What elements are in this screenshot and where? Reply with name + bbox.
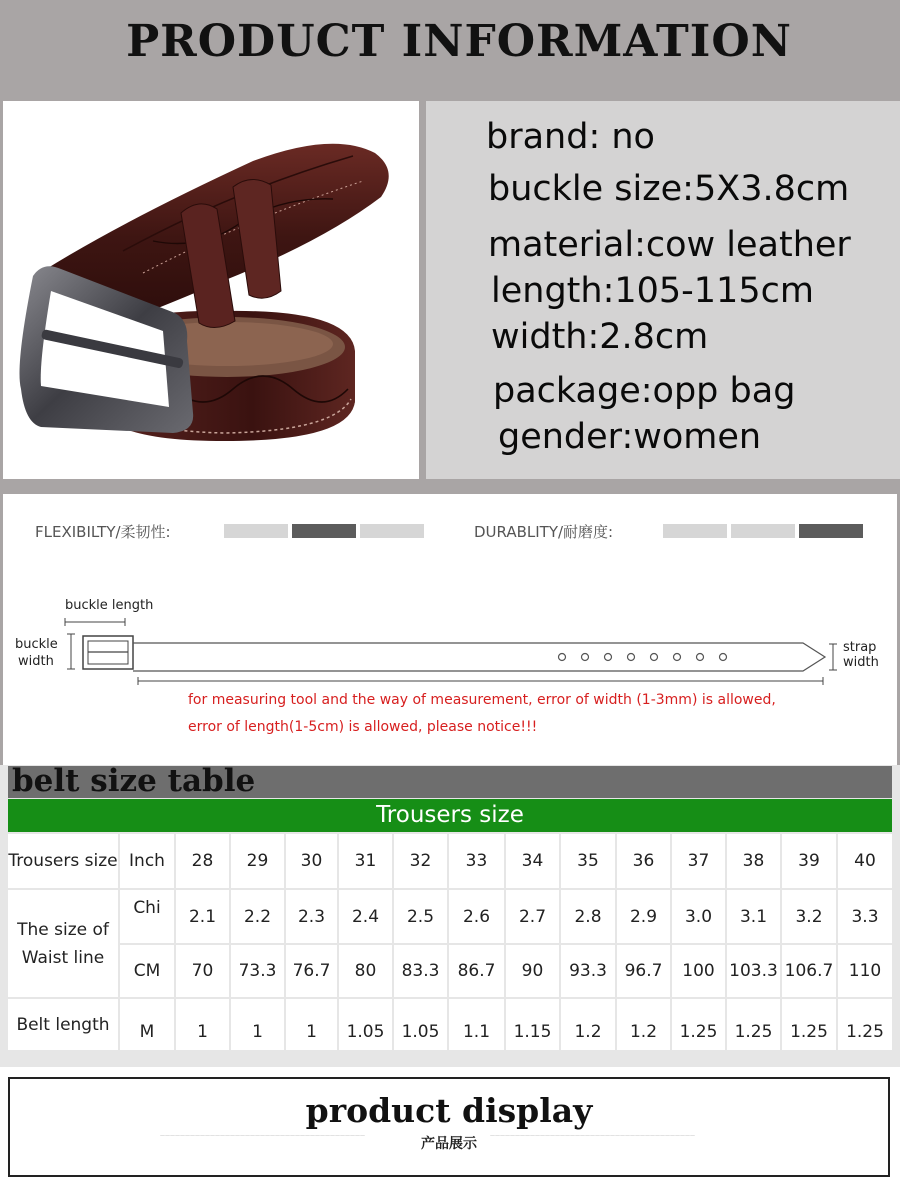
waist-line-label-1: The size of — [17, 919, 109, 940]
inch-cell: 30 — [286, 834, 337, 888]
cm-cell: 86.7 — [449, 945, 504, 997]
trousers-size-label: Trousers size — [8, 834, 118, 888]
durability-label: DURABLITY/耐磨度: — [474, 523, 614, 541]
flexibility-label: FLEXIBILTY/柔韧性: — [35, 523, 171, 541]
page-title: PRODUCT INFORMATION — [126, 16, 792, 67]
inch-cell: 33 — [449, 834, 504, 888]
chi-cell: 2.5 — [394, 890, 447, 943]
product-display-title: product display — [305, 1091, 593, 1130]
product-display-section — [0, 1067, 900, 1189]
m-label: M — [120, 999, 174, 1050]
cm-cell: 106.7 — [782, 945, 836, 997]
m-cell: 1 — [286, 999, 337, 1050]
trousers-size-heading: Trousers size — [376, 802, 524, 828]
inch-cell: 36 — [617, 834, 670, 888]
inch-cell: 31 — [339, 834, 392, 888]
inch-label: Inch — [120, 834, 174, 888]
m-cell: 1.05 — [394, 999, 447, 1050]
measurement-panel — [3, 494, 897, 765]
product-display-subtitle-cn: 产品展示 — [421, 1136, 477, 1152]
belt-hole — [559, 654, 566, 661]
measurement-section — [0, 482, 900, 765]
spec-width: width:2.8cm — [491, 317, 709, 357]
spec-length: length:105-115cm — [491, 271, 814, 311]
size-table-title-bar — [8, 763, 892, 799]
m-cell: 1.2 — [617, 999, 670, 1050]
chi-cell: 3.3 — [838, 890, 892, 943]
buckle-width-label-2: width — [18, 654, 54, 669]
belt-hole — [697, 654, 704, 661]
belt-hole — [628, 654, 635, 661]
waist-line-label-2: Waist line — [21, 947, 105, 968]
cm-cell: 73.3 — [231, 945, 284, 997]
m-cell: 1.25 — [727, 999, 780, 1050]
inch-cell: 40 — [838, 834, 892, 888]
size-table-title: belt size table — [12, 763, 256, 799]
measurement-note-line2: error of length(1-5cm) is allowed, please notice!!! — [188, 719, 538, 735]
product-photo — [3, 101, 419, 479]
cm-cell: 76.7 — [286, 945, 337, 997]
cm-label: CM — [120, 945, 174, 997]
decorative-fine-print-right: ————————————————————————————————————————— — [490, 1133, 695, 1139]
belt-holes — [559, 654, 727, 661]
decorative-fine-print-left: ————————————————————————————————————————— — [160, 1133, 365, 1139]
m-cell: 1.1 — [449, 999, 504, 1050]
chi-cell: 2.9 — [617, 890, 670, 943]
cm-cell: 70 — [176, 945, 229, 997]
inch-cell: 32 — [394, 834, 447, 888]
belt-hole — [720, 654, 727, 661]
belt-photo-illustration — [3, 101, 419, 479]
chi-cell: 2.4 — [339, 890, 392, 943]
waist-line-label — [8, 890, 118, 997]
cm-cell: 100 — [672, 945, 725, 997]
strap-width-label-1: strap — [843, 640, 877, 655]
spec-buckle: buckle size:5X3.8cm — [488, 169, 850, 209]
m-cell: 1.05 — [339, 999, 392, 1050]
inch-cell: 35 — [561, 834, 615, 888]
chi-cell: 2.7 — [506, 890, 559, 943]
m-cell: 1.25 — [838, 999, 892, 1050]
chi-cell: 2.6 — [449, 890, 504, 943]
belt-hole — [605, 654, 612, 661]
chi-cell: 3.0 — [672, 890, 725, 943]
m-cell: 1.25 — [672, 999, 725, 1050]
chi-label: Chi — [120, 890, 174, 943]
inch-cell: 39 — [782, 834, 836, 888]
cm-cell: 83.3 — [394, 945, 447, 997]
measurement-note-line1: for measuring tool and the way of measurement, error of width (1-3mm) is allowed, — [188, 692, 776, 708]
chi-cell: 3.2 — [782, 890, 836, 943]
size-table-section — [0, 765, 900, 1067]
cm-cell: 93.3 — [561, 945, 615, 997]
product-display-banner — [8, 1077, 890, 1177]
spec-panel — [426, 101, 900, 479]
cm-cell: 96.7 — [617, 945, 670, 997]
m-cell: 1 — [231, 999, 284, 1050]
inch-cell: 34 — [506, 834, 559, 888]
inch-cell: 37 — [672, 834, 725, 888]
m-cell: 1.25 — [782, 999, 836, 1050]
cm-cell: 110 — [838, 945, 892, 997]
spec-package: package:opp bag — [493, 371, 796, 411]
belt-length-label: Belt length — [8, 999, 118, 1050]
chi-cell: 3.1 — [727, 890, 780, 943]
inch-cell: 28 — [176, 834, 229, 888]
buckle-length-label: buckle length — [65, 598, 154, 613]
spec-gender: gender:women — [498, 417, 762, 457]
m-cell: 1.15 — [506, 999, 559, 1050]
inch-cell: 38 — [727, 834, 780, 888]
inch-cell: 29 — [231, 834, 284, 888]
chi-cell: 2.1 — [176, 890, 229, 943]
spec-brand: brand: no — [486, 117, 655, 157]
belt-hole — [582, 654, 589, 661]
m-cell: 1 — [176, 999, 229, 1050]
spec-material: material:cow leather — [488, 225, 851, 265]
product-info-frame — [0, 98, 900, 482]
m-cell: 1.2 — [561, 999, 615, 1050]
belt-hole — [674, 654, 681, 661]
header-banner — [0, 0, 900, 98]
strap-width-label-2: width — [843, 655, 879, 670]
cm-cell: 103.3 — [727, 945, 780, 997]
cm-cell: 90 — [506, 945, 559, 997]
belt-hole — [651, 654, 658, 661]
buckle-width-label-1: buckle — [15, 637, 58, 652]
cm-cell: 80 — [339, 945, 392, 997]
chi-cell: 2.8 — [561, 890, 615, 943]
chi-cell: 2.3 — [286, 890, 337, 943]
trousers-size-header — [8, 799, 892, 832]
chi-cell: 2.2 — [231, 890, 284, 943]
